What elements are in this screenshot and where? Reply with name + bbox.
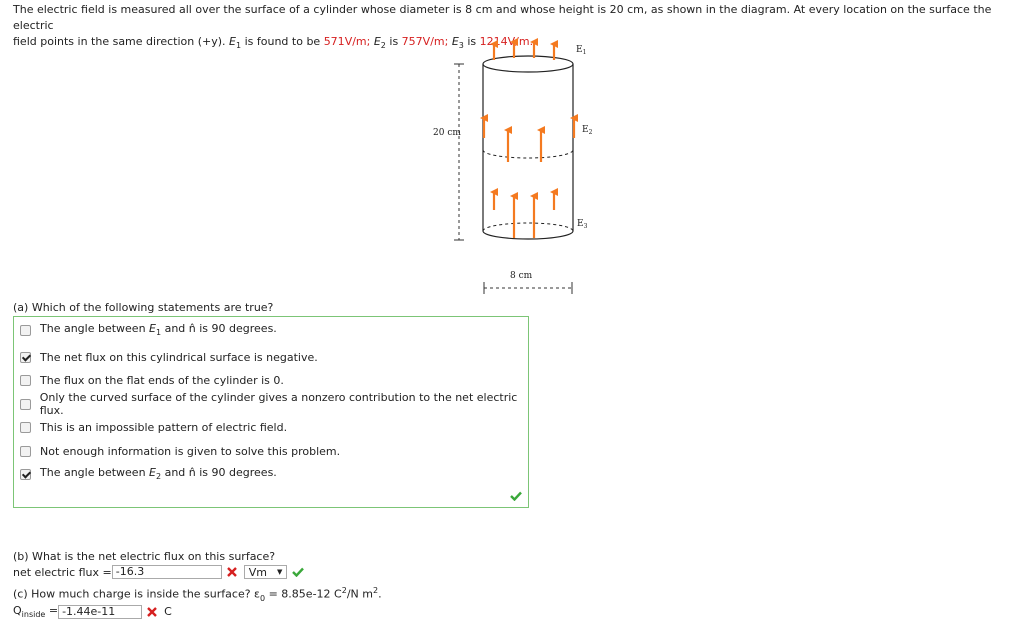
correct-check-icon — [510, 491, 522, 501]
height-dimension — [454, 64, 464, 240]
e1-value: 571 — [323, 35, 345, 48]
diameter-dimension — [484, 282, 572, 294]
diameter-label: 8 cm — [510, 271, 533, 281]
wrong-x-icon — [147, 607, 157, 617]
option-6[interactable] — [20, 444, 340, 458]
option-4-checkbox[interactable] — [20, 399, 31, 410]
option-6-checkbox[interactable] — [20, 446, 31, 457]
option-7[interactable] — [20, 467, 277, 481]
option-6-label: Not enough information is given to solve this problem. — [40, 444, 341, 458]
correct-check-icon — [292, 567, 304, 577]
option-2[interactable] — [20, 350, 318, 364]
net-flux-label: net electric flux = — [13, 565, 112, 579]
e3-value: 1214 — [479, 35, 508, 48]
part-c-question: (c) How much charge is inside the surface? $\varepsilon_0 = 8.85e-12$ $C^2/N$ $m^2$. — [13, 586, 382, 603]
charge-unit: C — [164, 605, 172, 619]
wrong-x-icon — [227, 567, 237, 577]
cylinder-diagram — [410, 38, 610, 300]
q-inside-label: $Q_{inside}$ = — [13, 604, 59, 620]
part-b-question: (b) What is the net electric flux on this surface? — [13, 550, 276, 563]
e1-label: $E_1$ — [576, 45, 587, 56]
cylinder-body — [483, 56, 573, 239]
net-flux-input[interactable]: -16.3 — [112, 565, 222, 579]
option-3[interactable] — [20, 373, 284, 387]
option-7-checkbox[interactable] — [20, 469, 31, 480]
e2-label: $E_2$ — [582, 125, 593, 136]
height-label: 20 cm — [433, 128, 461, 138]
part-b-answer-row — [13, 565, 304, 579]
option-1[interactable] — [20, 323, 277, 337]
option-7-label: The angle between $E_2$ and n̂ is 90 degrees. — [40, 466, 277, 482]
option-3-checkbox[interactable] — [20, 375, 31, 386]
option-5-checkbox[interactable] — [20, 422, 31, 433]
problem-line-1: The electric field is measured all over the surface of a cylinder whose diameter is 8 cm and whose height is 20 cm, as shown in the diagram. At every location on the surface the electric — [13, 3, 992, 32]
option-1-label: The angle between $E_1$ and n̂ is 90 degrees. — [40, 322, 277, 338]
option-3-label: The flux on the flat ends of the cylinder is 0. — [40, 373, 284, 387]
option-5-label: This is an impossible pattern of electric field. — [40, 420, 288, 434]
dropdown-arrow-icon: ▼ — [277, 568, 283, 576]
e3-label: $E_3$ — [577, 219, 588, 230]
flux-unit-select[interactable]: Vm ▼ — [244, 565, 288, 579]
q-inside-input[interactable]: -1.44e-11 — [58, 605, 142, 619]
option-4[interactable] — [20, 391, 528, 417]
option-2-label: The net flux on this cylindrical surface is negative. — [40, 350, 318, 364]
option-5[interactable] — [20, 420, 287, 434]
option-1-checkbox[interactable] — [20, 325, 31, 336]
part-a-question: (a) Which of the following statements are true? — [13, 301, 274, 314]
option-4-label: Only the curved surface of the cylinder gives a nonzero contribution to the net electric flux. — [39, 391, 518, 417]
e2-value: 757 — [401, 35, 423, 48]
problem-line-2: field points in the same direction (+y). $E_1$ is found to be 571V/m; $E_2$ is 757V/m; $E_3$ is 1214V/m. — [13, 35, 534, 51]
option-2-checkbox[interactable] — [20, 352, 31, 363]
part-c-answer-row — [13, 604, 172, 619]
part-a-options — [13, 316, 529, 508]
e3-arrows — [494, 192, 554, 238]
